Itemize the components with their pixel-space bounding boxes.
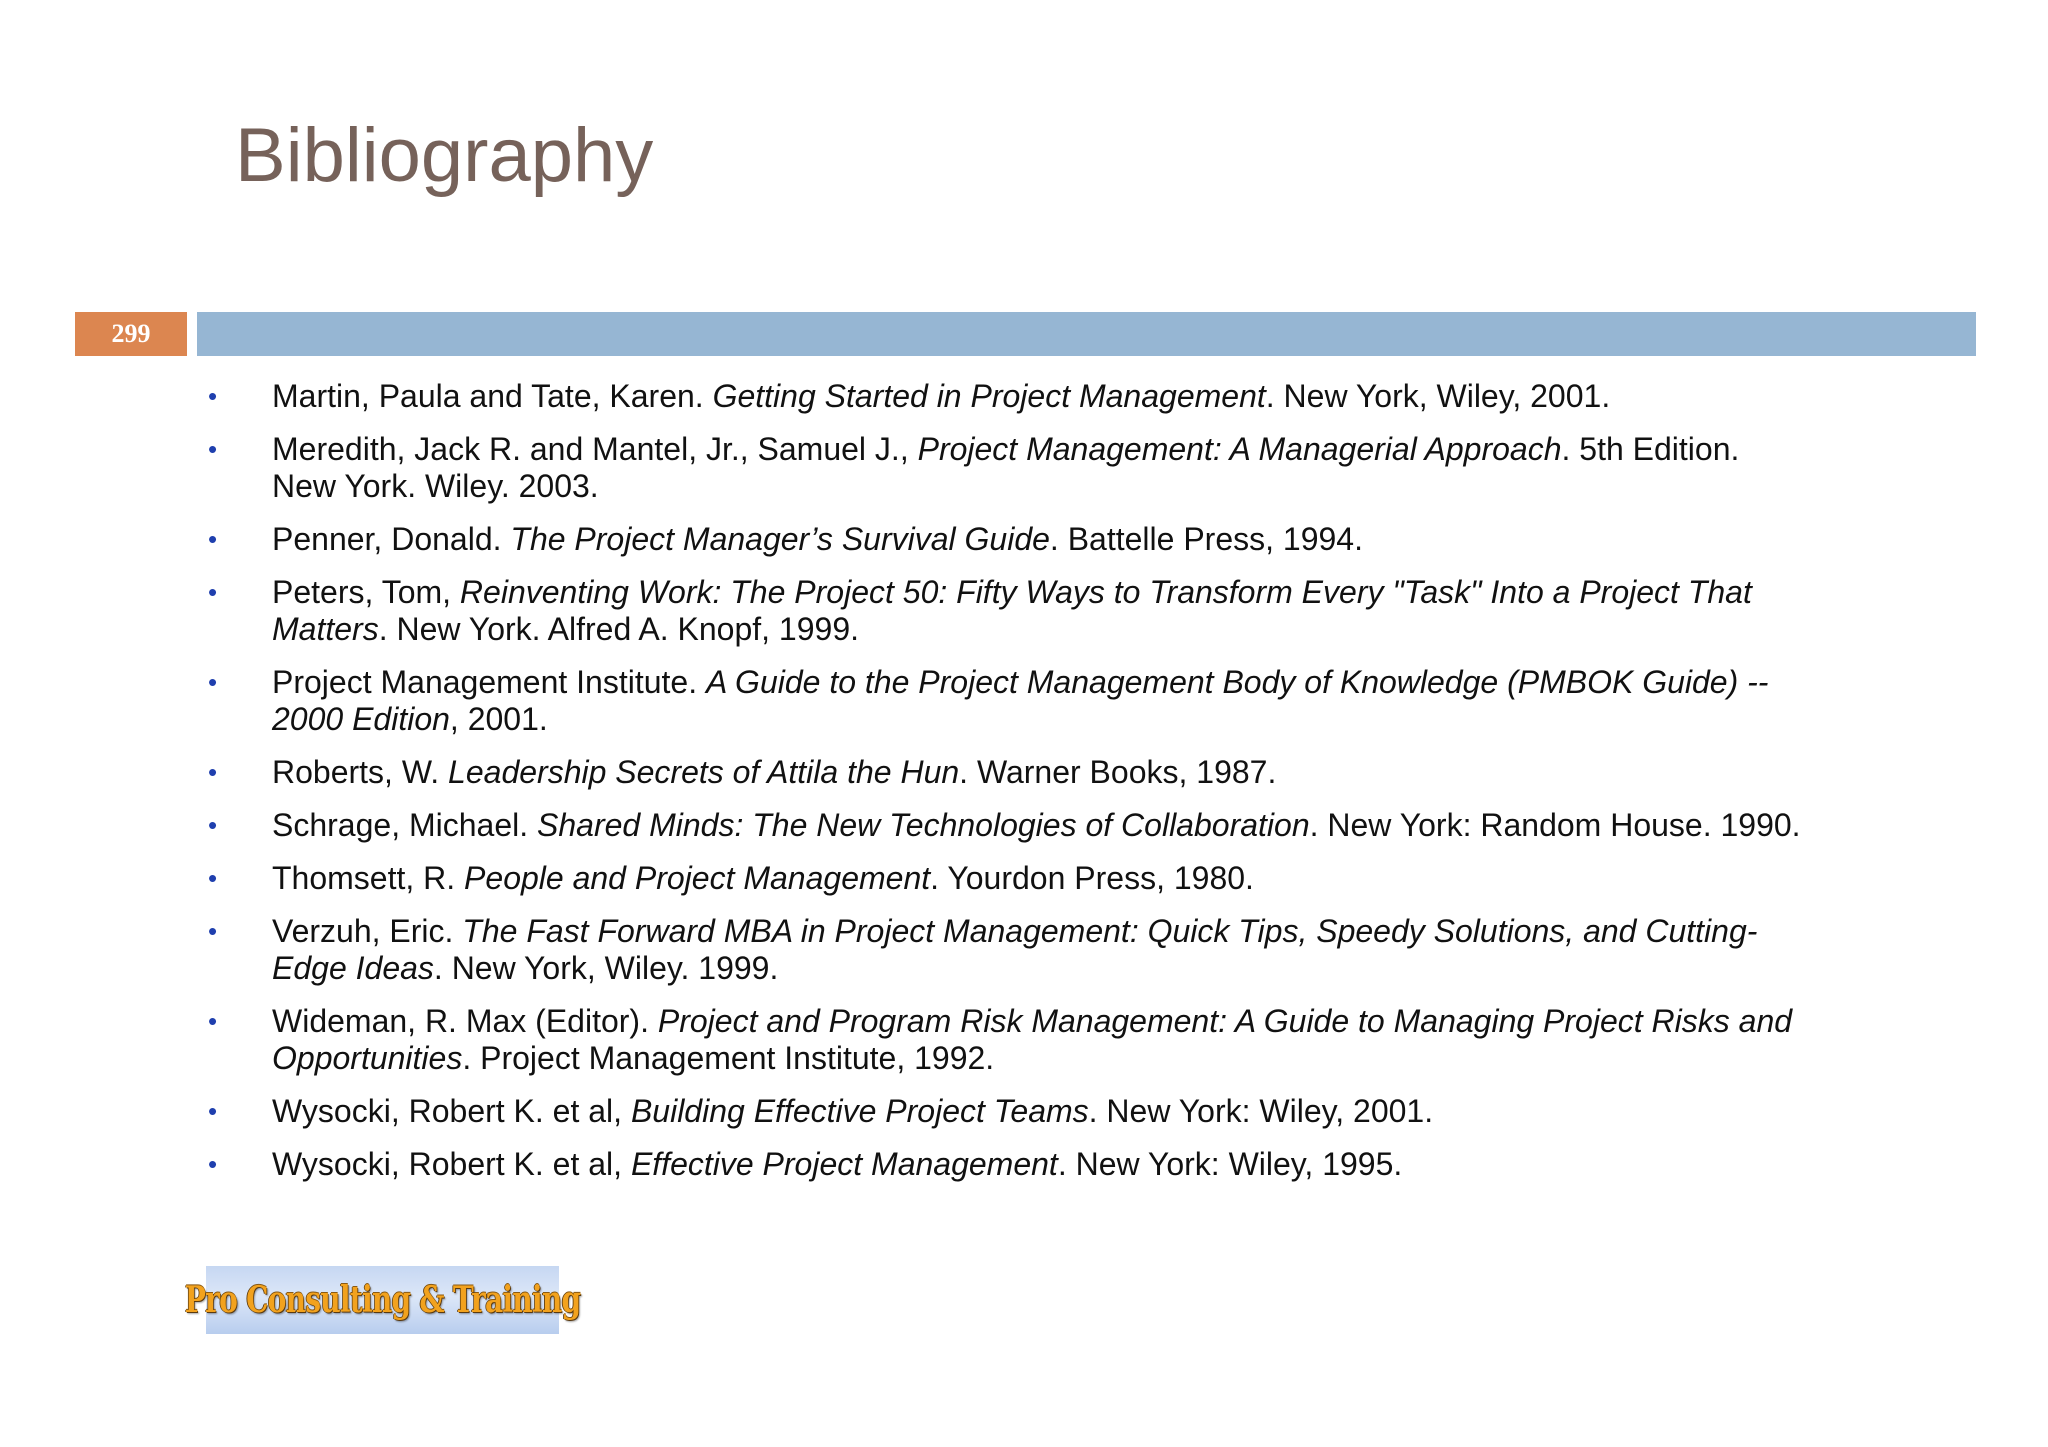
bibliography-entry	[200, 860, 1810, 897]
bullet-icon: •	[208, 667, 218, 697]
entry-author: Martin, Paula and Tate, Karen.	[272, 378, 713, 414]
entry-author: Wysocki, Robert K. et al,	[272, 1093, 631, 1129]
entry-publication: . New York, Wiley. 1999.	[433, 950, 779, 986]
bullet-icon: •	[208, 524, 218, 554]
entry-publication: . Yourdon Press, 1980.	[930, 860, 1254, 896]
entry-publication: . New York. Alfred A. Knopf, 1999.	[378, 611, 859, 647]
entry-publication: . New York: Random House. 1990.	[1309, 807, 1801, 843]
entry-author: Schrage, Michael.	[272, 807, 538, 843]
bullet-icon: •	[208, 381, 218, 411]
entry-title: Project and Program Risk Management: A Guide to Managing Project Risks and Opportunities	[272, 1003, 1793, 1076]
entry-publication: . 5th Edition. New York. Wiley. 2003.	[272, 431, 1740, 504]
entry-title: A Guide to the Project Management Body of Knowledge (PMBOK Guide) -- 2000 Edition	[272, 664, 1769, 737]
entry-author: Thomsett, R.	[272, 860, 465, 896]
slide-title: Bibliography	[235, 113, 654, 198]
entry-publication: . New York: Wiley, 2001.	[1088, 1093, 1434, 1129]
bibliography-entry	[200, 807, 1810, 844]
entry-title: Building Effective Project Teams	[630, 1093, 1089, 1129]
entry-title: Effective Project Management	[630, 1146, 1058, 1182]
entry-publication: . Project Management Institute, 1992.	[462, 1040, 995, 1076]
bibliography-entry	[200, 1093, 1810, 1130]
entry-publication: . New York: Wiley, 1995.	[1057, 1146, 1403, 1182]
entry-title: Project Management: A Managerial Approach	[917, 431, 1562, 467]
bullet-icon: •	[208, 863, 218, 893]
entry-author: Meredith, Jack R. and Mantel, Jr., Samuel J.,	[272, 431, 918, 467]
entry-publication: . Battelle Press, 1994.	[1049, 521, 1363, 557]
entry-publication: . Warner Books, 1987.	[959, 754, 1277, 790]
entry-author: Project Management Institute.	[272, 664, 706, 700]
bibliography-entry	[200, 521, 1810, 558]
header-bar	[197, 312, 1976, 356]
company-logo	[184, 1266, 581, 1334]
entry-title: Leadership Secrets of Attila the Hun	[448, 754, 960, 790]
entry-title: The Project Manager’s Survival Guide	[510, 521, 1050, 557]
bullet-icon: •	[208, 434, 218, 464]
entry-title: Reinventing Work: The Project 50: Fifty Ways to Transform Every "Task" Into a Project That Matters	[272, 574, 1752, 647]
bullet-icon: •	[208, 1006, 218, 1036]
entry-title: The Fast Forward MBA in Project Management: Quick Tips, Speedy Solutions, and Cutting-Edge Ideas	[272, 913, 1758, 986]
bullet-icon: •	[208, 757, 218, 787]
bullet-icon: •	[208, 916, 218, 946]
bibliography-entry	[200, 664, 1810, 738]
bullet-icon: •	[208, 1096, 218, 1126]
entry-author: Wideman, R. Max (Editor).	[272, 1003, 658, 1039]
bullet-icon: •	[208, 810, 218, 840]
bibliography-entry	[200, 913, 1810, 987]
page-number-badge: 299	[75, 312, 187, 356]
entry-title: People and Project Management	[464, 860, 931, 896]
bibliography-entry	[200, 431, 1810, 505]
entry-author: Penner, Donald.	[272, 521, 511, 557]
entry-author: Verzuh, Eric.	[272, 913, 463, 949]
bibliography-list	[200, 378, 1810, 1199]
bullet-icon: •	[208, 1149, 218, 1179]
bibliography-entry	[200, 1003, 1810, 1077]
entry-author: Wysocki, Robert K. et al,	[272, 1146, 631, 1182]
entry-publication: , 2001.	[449, 701, 548, 737]
bullet-icon: •	[208, 577, 218, 607]
entry-publication: . New York, Wiley, 2001.	[1265, 378, 1611, 414]
bibliography-entry	[200, 378, 1810, 415]
bibliography-entry	[200, 1146, 1810, 1183]
bibliography-entry	[200, 754, 1810, 791]
entry-author: Peters, Tom,	[272, 574, 460, 610]
logo-text: Pro Consulting & Training	[184, 1279, 581, 1321]
entry-title: Getting Started in Project Management	[712, 378, 1266, 414]
entry-author: Roberts, W.	[272, 754, 449, 790]
entry-title: Shared Minds: The New Technologies of Collaboration	[537, 807, 1310, 843]
bibliography-entry	[200, 574, 1810, 648]
